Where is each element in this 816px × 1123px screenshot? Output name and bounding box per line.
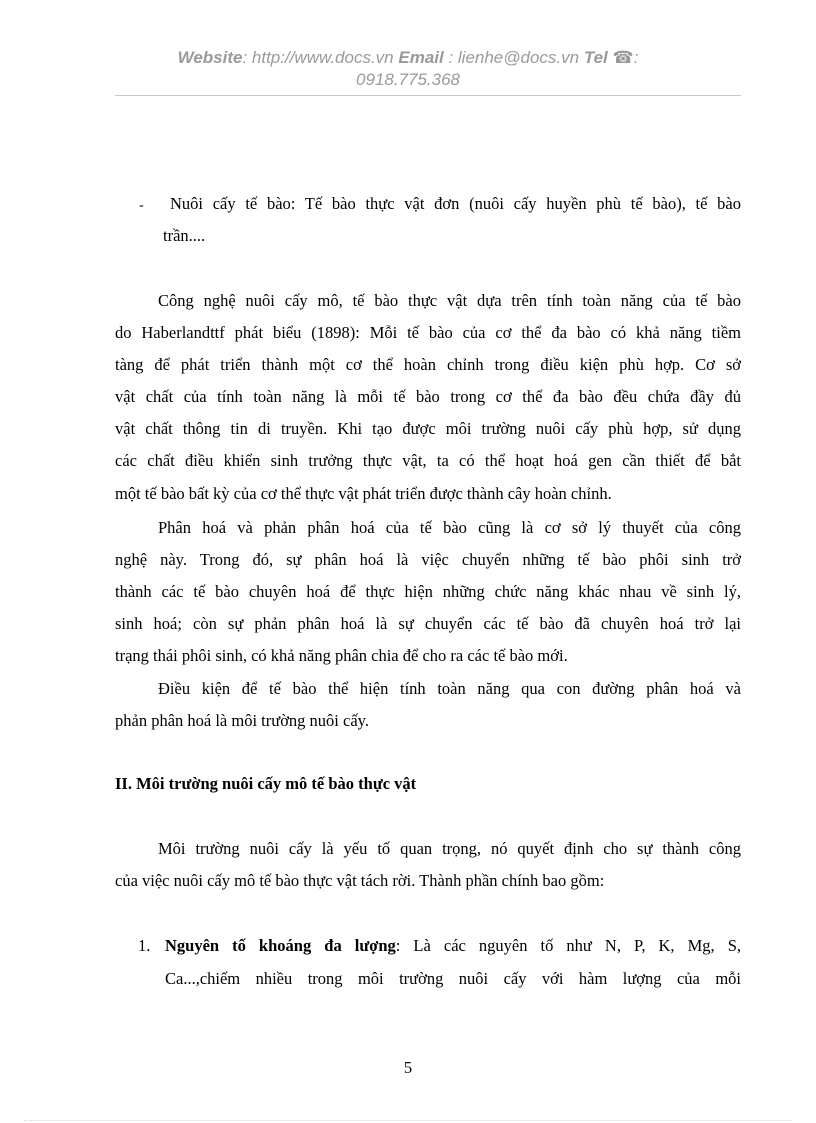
paragraph-line: một tế bào bất kỳ của cơ thể thực vật phát triển được thành cây hoàn chỉnh. xyxy=(115,484,612,503)
paragraph-line: thành các tế bào chuyên hoá để thực hiện những chức năng khác nhau về sinh lý, xyxy=(115,582,741,601)
bullet-line-1: Nuôi cấy tế bào: Tế bào thực vật đơn (nuôi cấy huyền phù tế bào), tế bào xyxy=(170,194,741,213)
paragraph-line: vật chất của tính toàn năng là mỗi tế bào trong cơ thể đa bào đều chứa đầy đủ xyxy=(115,387,741,406)
website-url[interactable]: : http://www.docs.vn xyxy=(242,48,399,67)
tel-label: Tel xyxy=(583,48,608,67)
paragraph-line: Công nghệ nuôi cấy mô, tế bào thực vật dựa trên tính toàn năng của tế bào xyxy=(158,291,741,310)
bullet-marker: - xyxy=(139,198,144,213)
section-heading-text: II. Môi trường nuôi cấy mô tế bào thực vật xyxy=(115,774,417,793)
footer-divider xyxy=(24,1120,792,1121)
paragraph-line: tàng để phát triển thành một cơ thể hoàn chỉnh trong điều kiện phù hợp. Cơ sở xyxy=(115,355,741,374)
page-number: 5 xyxy=(403,1058,413,1077)
paragraph-line: do Haberlandttf phát biểu (1898): Mỗi tế bào của cơ thể đa bào có khả năng tiềm xyxy=(115,323,741,342)
paragraph-line: của việc nuôi cấy mô tế bào thực vật tách rời. Thành phần chính bao gồm: xyxy=(115,871,605,890)
page-header xyxy=(130,47,686,91)
paragraph-line: các chất điều khiển sinh trưởng thực vật, ta có thể hoạt hoá gen cần thiết để bắt xyxy=(115,451,741,470)
header-contact-line xyxy=(130,47,686,69)
bullet-line-2: trần.... xyxy=(163,226,206,245)
paragraph-line: trạng thái phôi sinh, có khả năng phân chia để cho ra các tế bào mới. xyxy=(115,646,568,665)
paragraph-line: phản phân hoá là môi trường nuôi cấy. xyxy=(115,711,369,730)
website-label: Website xyxy=(177,48,243,67)
paragraph-line: nghệ này. Trong đó, sự phân hoá là việc chuyển những tế bào phôi sinh trở xyxy=(115,550,741,569)
list-item-term: Nguyên tố khoáng đa lượng xyxy=(165,936,396,955)
email-address[interactable]: : lienhe@docs.vn xyxy=(443,48,584,67)
paragraph-line: sinh hoá; còn sự phản phân hoá là sự chuyển các tế bào đã chuyên hoá trở lại xyxy=(115,614,741,633)
phone-icon: ☎ xyxy=(612,48,634,67)
section-heading xyxy=(115,774,741,794)
header-divider xyxy=(115,95,741,96)
paragraph-line: Phân hoá và phản phân hoá của tế bào cũng là cơ sở lý thuyết của công xyxy=(158,518,741,537)
paragraph-line: Môi trường nuôi cấy là yếu tố quan trọng, nó quyết định cho sự thành công xyxy=(158,839,741,858)
list-item-definition: : Là các nguyên tố như N, P, K, Mg, S, xyxy=(395,936,741,955)
tel-separator: : xyxy=(633,48,639,67)
list-number: 1. xyxy=(138,936,151,955)
list-item-line-2: Ca...,chiếm nhiều trong môi trường nuôi cấy với hàm lượng của mỗi xyxy=(165,969,741,988)
list-item-line-1 xyxy=(165,936,741,956)
paragraph-line: Điều kiện để tế bào thể hiện tính toàn năng qua con đường phân hoá và xyxy=(158,679,741,698)
email-label: Email xyxy=(398,48,444,67)
phone-number: 0918.775.368 xyxy=(356,70,460,89)
paragraph-line: vật chất thông tin di truyền. Khi tạo được môi trường nuôi cấy phù hợp, sử dụng xyxy=(115,419,741,438)
